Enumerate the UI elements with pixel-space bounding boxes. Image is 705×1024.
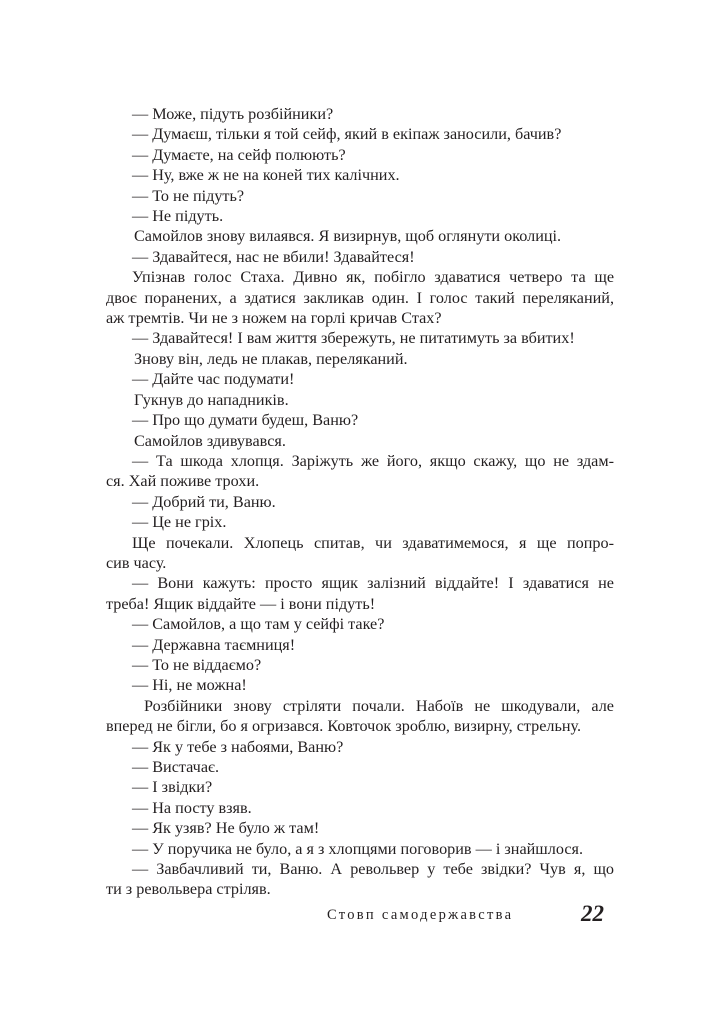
text-line: ся. Хай поживе трохи.: [106, 472, 260, 491]
text-line: — Та шкода хлопця. Заріжуть же його, якщо скажу, що не здам-: [132, 451, 614, 470]
text-line: — Може, підуть розбійники?: [132, 105, 334, 123]
text-line: Знову він, ледь не плакав, переляканий.: [134, 349, 408, 368]
text-line: — Думаєте, на сейф полюють?: [132, 145, 346, 164]
text-line: — У поручика не було, а я з хлопцями поговорив — і знайшлося.: [132, 839, 584, 858]
text-line: — Ні, не можна!: [132, 676, 247, 695]
text-line: Ще почекали. Хлопець спитав, чи здаватимемося, я ще попро-: [132, 533, 614, 552]
page-number: 22: [581, 901, 604, 926]
text-line: — Ну, вже ж не на коней тих калічних.: [132, 166, 400, 185]
text-line: — Це не гріх.: [132, 513, 227, 532]
text-line: Розбійники знову стріляти почали. Набоїв не шкодували, але: [144, 696, 614, 715]
text-line: — Державна таємниця!: [132, 635, 296, 654]
text-line: треба! Ящик віддайте — і вони підуть!: [106, 594, 376, 613]
text-line: вперед не бігли, бо я огризався. Ковточок зроблю, визирну, стрельну.: [106, 717, 582, 736]
text-line: — То не віддаємо?: [132, 655, 262, 674]
text-line: — Завбачливий ти, Ваню. А револьвер у тебе звідки? Чув я, що: [132, 860, 614, 879]
text-line: — Як узяв? Не було ж там!: [132, 819, 320, 838]
text-line: — Не підуть.: [132, 207, 224, 226]
page-footer: [0, 903, 705, 933]
text-line: Самойлов знову вилаявся. Я визирнув, щоб оглянути околиці.: [134, 227, 562, 246]
text-line: — Дайте час подумати!: [132, 370, 295, 389]
text-line: — І звідки?: [132, 778, 213, 797]
text-line: — Здавайтеся, нас не вбили! Здавайтеся!: [132, 247, 415, 266]
text-line: — Здавайтеся! І вам життя збережуть, не питатимуть за вбитих!: [132, 329, 575, 348]
text-line: двоє поранених, а здатися закликав один. І голос такий переляканий,: [106, 288, 614, 307]
text-line: — Вони кажуть: просто ящик залізний віддайте! І здаватися не: [132, 574, 614, 593]
page-body-text: [106, 104, 614, 900]
text-line: — Думаєш, тільки я той сейф, який в екіпаж заносили, бачив?: [132, 125, 562, 144]
text-line: Гукнув до нападників.: [134, 390, 289, 409]
text-line: — Вистачає.: [132, 758, 220, 776]
text-line: ти з револьвера стріляв.: [106, 880, 271, 899]
text-line: — На посту взяв.: [132, 798, 252, 817]
text-line: сив часу.: [106, 553, 167, 572]
running-title: Стовп самодержавства: [327, 907, 514, 923]
text-line: аж тремтів. Чи не з ножем на горлі кричав Стах?: [106, 309, 442, 328]
text-line: — Самойлов, а що там у сейфі таке?: [132, 615, 385, 634]
text-line: — Про що думати будеш, Ваню?: [132, 411, 359, 430]
text-line: — Як у тебе з набоями, Ваню?: [132, 737, 344, 756]
text-line: Самойлов здивувався.: [134, 431, 286, 450]
text-line: — Добрий ти, Ваню.: [132, 492, 276, 511]
text-line: — То не підуть?: [132, 186, 245, 205]
text-line: Упізнав голос Стаха. Дивно як, побігло здаватися четверо та ще: [132, 268, 614, 287]
